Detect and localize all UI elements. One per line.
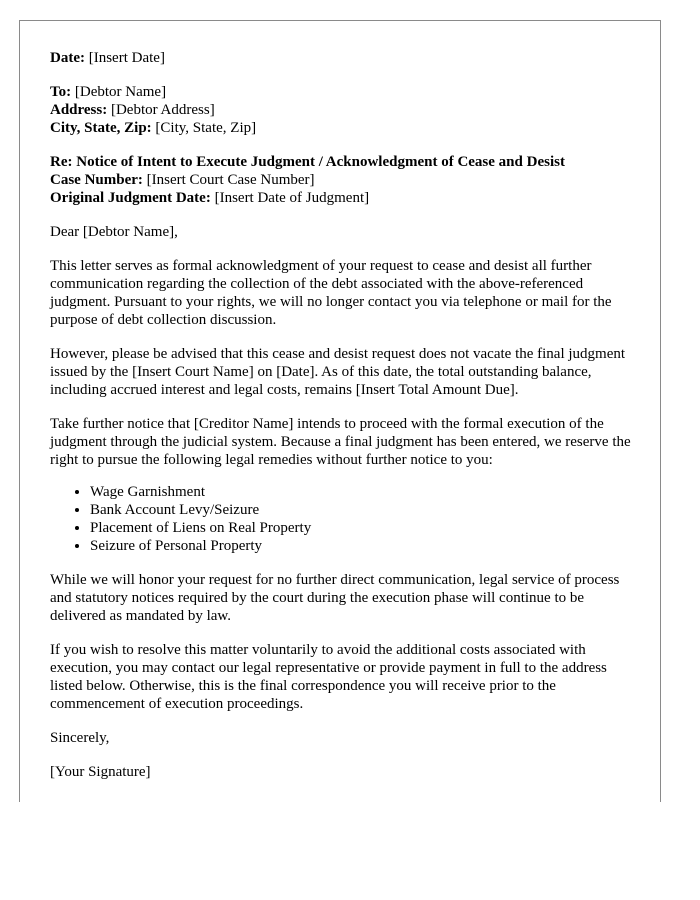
- to-label: To:: [50, 84, 72, 100]
- paragraph-notice: Take further notice that [Creditor Name] intends to proceed with the formal execution of the judgment through the judicial system. Because a final judgment has been entered, we reserve the right to pursue the following legal remedies without further notice to you:: [50, 416, 631, 468]
- judgment-date-label: Original Judgment Date:: [50, 190, 211, 206]
- recipient-block: [50, 83, 640, 137]
- salutation: Dear [Debtor Name],: [50, 224, 178, 240]
- paragraph-acknowledgment: This letter serves as formal acknowledgment of your request to cease and desist all further communication regarding the collection of the debt associated with the above-referenced judgment. Pursuant to your rights, we will no longer contact you via telephone or mail for the purpose of debt collection discussion.: [50, 258, 612, 328]
- paragraph-resolution: If you wish to resolve this matter voluntarily to avoid the additional costs associated with execution, you may contact our legal representative or provide payment in full to the address listed below. Otherwise, this is the final correspondence you will receive prior to the commencement of execution proceedings.: [50, 642, 607, 712]
- remedy-item: • Placement of Liens on Real Property: [90, 519, 640, 537]
- letter-page: [19, 20, 661, 802]
- date-label: Date:: [50, 50, 85, 66]
- judgment-date-value: [Insert Date of Judgment]: [214, 190, 370, 206]
- signoff: Sincerely,: [50, 730, 110, 746]
- case-number-value: [Insert Court Case Number]: [146, 172, 315, 188]
- address-label: Address:: [50, 102, 108, 118]
- re-line: Re: Notice of Intent to Execute Judgment / Acknowledgment of Cease and Desist: [50, 154, 565, 170]
- address-value: [Debtor Address]: [110, 102, 215, 118]
- signature: [Your Signature]: [50, 764, 151, 780]
- date-value: [Insert Date]: [88, 50, 165, 66]
- judgment-date-line: [50, 189, 640, 207]
- to-line: [50, 83, 640, 101]
- address-line: [50, 101, 640, 119]
- letter-body: [50, 49, 640, 781]
- remedy-item: • Wage Garnishment: [90, 483, 640, 501]
- case-number-label: Case Number:: [50, 172, 143, 188]
- city-label: City, State, Zip:: [50, 120, 152, 136]
- city-line: [50, 119, 640, 137]
- date-line: [50, 49, 640, 67]
- case-number-line: [50, 171, 640, 189]
- paragraph-balance: However, please be advised that this cease and desist request does not vacate the final judgment issued by the [Insert Court Name] on [Date]. As of this date, the total outstanding balance, including accrued interest and legal costs, remains [Insert Total Amount Due].: [50, 346, 626, 398]
- to-value: [Debtor Name]: [74, 84, 167, 100]
- paragraph-service: While we will honor your request for no further direct communication, legal service of process and statutory notices required by the court during the execution phase will continue to be delivered as mandated by law.: [50, 572, 620, 624]
- remedy-item: • Seizure of Personal Property: [90, 537, 640, 555]
- remedies-list: [50, 483, 640, 555]
- city-value: [City, State, Zip]: [155, 120, 257, 136]
- remedy-item: • Bank Account Levy/Seizure: [90, 501, 640, 519]
- reference-block: [50, 153, 640, 207]
